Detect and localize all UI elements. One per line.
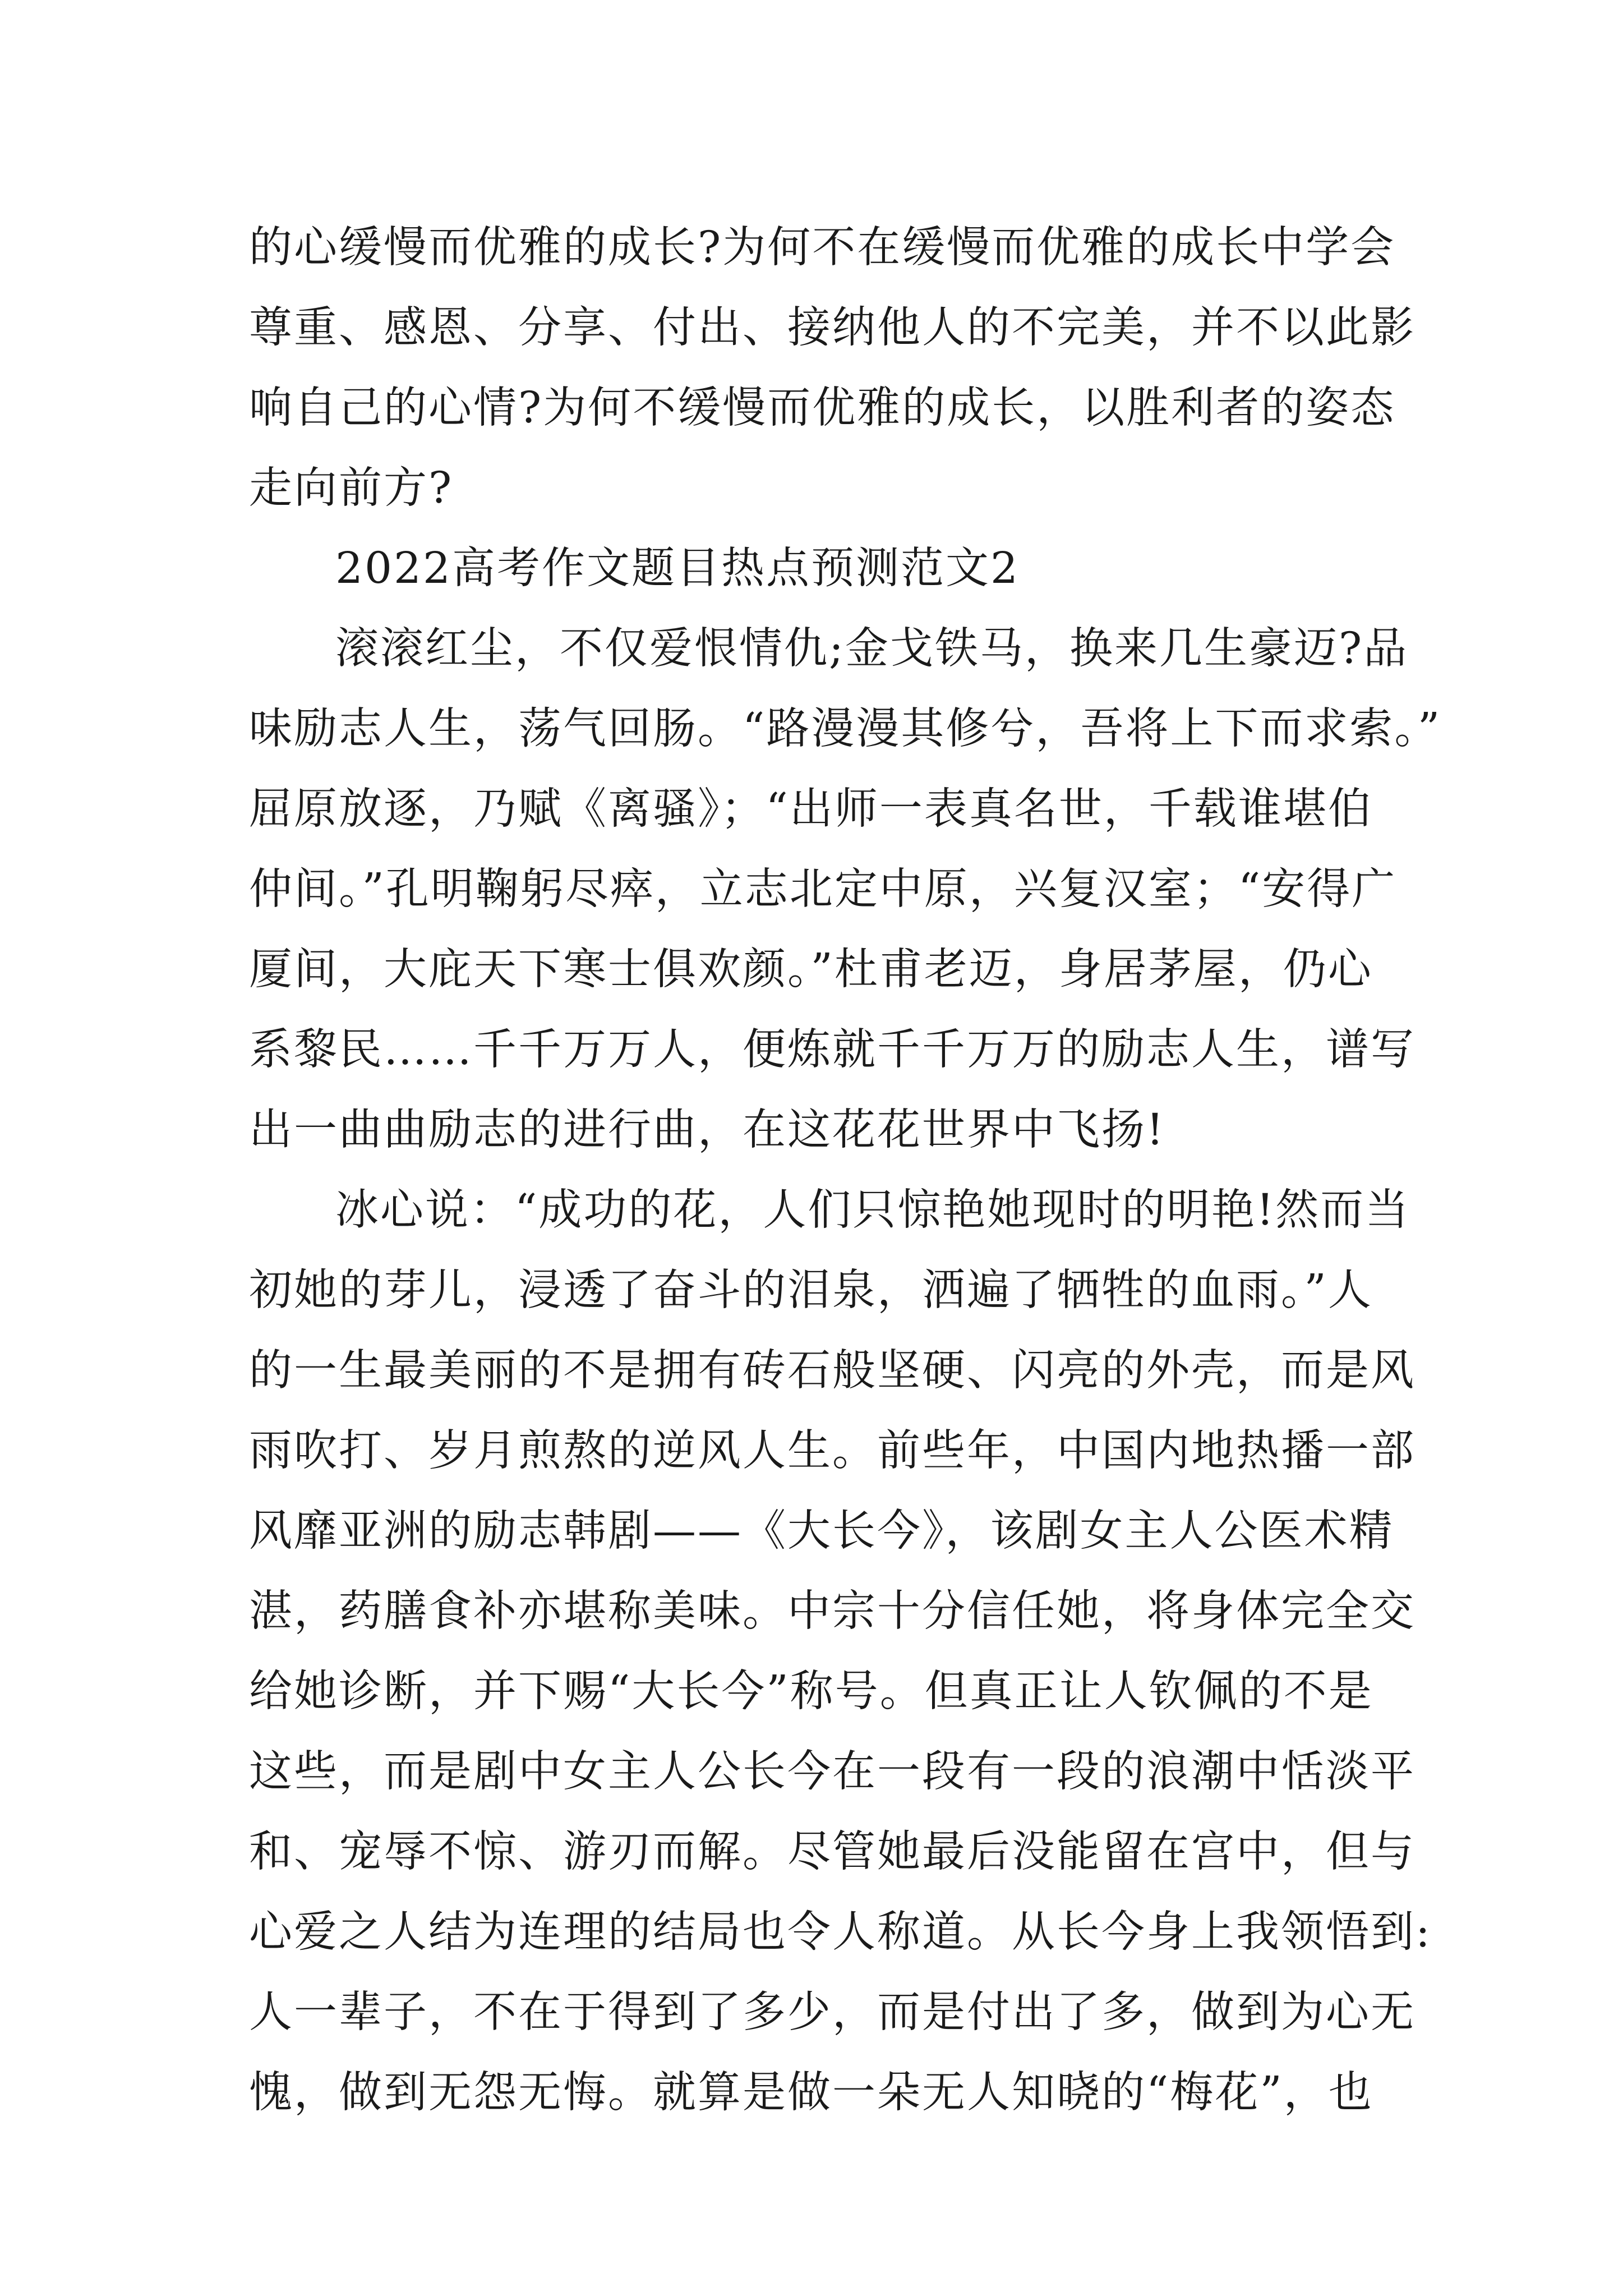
section-heading: 2022高考作文题目热点预测范文2 (335, 544, 1020, 593)
text-line-1: 的心缓慢而优雅的成长?为何不在缓慢而优雅的成长中学会 (249, 223, 1396, 273)
document-body (249, 208, 1442, 2133)
text-line-21: 和、宠辱不惊、游刃而解。尽管她最后没能留在宫中，但与 (249, 1827, 1415, 1877)
text-line-24: 愧，做到无怨无悔。就算是做一朵无人知晓的“梅花”，也 (249, 2068, 1373, 2118)
text-line-22: 心爱之人结为连理的结局也令人称道。从长今身上我领悟到: (249, 1907, 1432, 1957)
text-line-2: 尊重、感恩、分享、付出、接纳他人的不完美，并不以此影 (249, 303, 1415, 353)
text-line-20: 这些，而是剧中女主人公长今在一段有一段的浪潮中恬淡平 (249, 1747, 1415, 1797)
text-line-4: 走向前方? (249, 463, 454, 513)
text-line-6: 滚滚红尘，不仅爱恨情仇;金戈铁马，换来几生豪迈?品 (335, 624, 1409, 674)
text-line-13: 冰心说：“成功的花，人们只惊艳她现时的明艳!然而当 (335, 1185, 1410, 1235)
text-line-18: 湛，药膳食补亦堪称美味。中宗十分信任她，将身体完全交 (249, 1586, 1415, 1636)
text-line-7: 味励志人生，荡气回肠。“路漫漫其修兮，吾将上下而求索。” (249, 704, 1442, 754)
text-line-12: 出一曲曲励志的进行曲，在这花花世界中飞扬! (249, 1105, 1165, 1155)
text-line-19: 给她诊断，并下赐“大长今”称号。但真正让人钦佩的不是 (249, 1667, 1373, 1717)
text-line-10: 厦间，大庇天下寒士俱欢颜。”杜甫老迈，身居茅屋，仍心 (249, 945, 1373, 995)
text-line-3: 响自己的心情?为何不缓慢而优雅的成长，以胜利者的姿态 (249, 383, 1396, 433)
text-line-11: 系黎民……千千万万人，便炼就千千万万的励志人生，谱写 (249, 1025, 1415, 1075)
text-line-15: 的一生最美丽的不是拥有砖石般坚硬、闪亮的外壳，而是风 (249, 1346, 1415, 1396)
text-line-17: 风靡亚洲的励志韩剧——《大长今》，该剧女主人公医术精 (249, 1506, 1394, 1556)
text-line-23: 人一辈子，不在于得到了多少，而是付出了多，做到为心无 (249, 1987, 1415, 2037)
text-line-16: 雨吹打、岁月煎熬的逆风人生。前些年，中国内地热播一部 (249, 1426, 1415, 1476)
text-line-9: 仲间。”孔明鞠躬尽瘁，立志北定中原，兴复汉室；“安得广 (249, 864, 1397, 914)
text-line-14: 初她的芽儿，浸透了奋斗的泪泉，洒遍了牺牲的血雨。”人 (249, 1266, 1373, 1315)
text-line-8: 屈原放逐，乃赋《离骚》；“出师一表真名世，千载谁堪伯 (249, 784, 1373, 834)
